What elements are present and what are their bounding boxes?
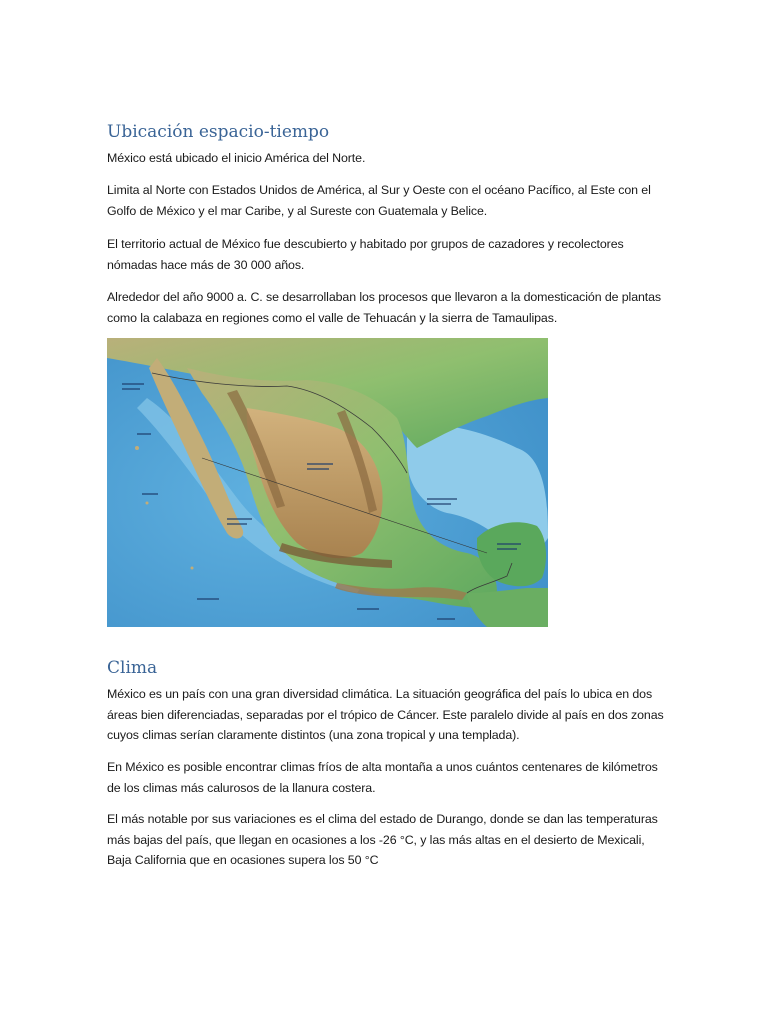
section-heading-clima: Clima bbox=[107, 658, 158, 678]
island bbox=[146, 502, 149, 505]
section-heading-ubicacion: Ubicación espacio-tiempo bbox=[107, 122, 330, 142]
paragraph: El más notable por sus variaciones es el clima del estado de Durango, donde se dan las temperaturas más bajas del país, que llegan en ocasiones a los -26 °C, y las más altas en el desierto de Mexicali, Baja California que en ocasiones supera los 50 °C bbox=[107, 812, 658, 867]
island bbox=[191, 567, 194, 570]
paragraph: Alrededor del año 9000 a. C. se desarrollaban los procesos que llevaron a la domesticación de plantas como la calabaza en regiones como el valle de Tehuacán y la sierra de Tamaulipas. bbox=[107, 290, 662, 325]
mexico-relief-map bbox=[107, 338, 548, 627]
paragraph: Limita al Norte con Estados Unidos de América, al Sur y Oeste con el océano Pacífico, al Este con el Golfo de México y el mar Caribe, y al Sureste con Guatemala y Belice. bbox=[107, 183, 651, 218]
paragraph: El territorio actual de México fue descubierto y habitado por grupos de cazadores y recolectores nómadas hace más de 30 000 años. bbox=[107, 237, 624, 272]
paragraph: México está ubicado el inicio América del Norte. bbox=[107, 151, 366, 165]
paragraph: México es un país con una gran diversidad climática. La situación geográfica del país lo ubica en dos áreas bien diferenciadas, separadas por el trópico de Cáncer. Este paralelo divide al país en dos zonas cuyos climas serían claramente distintos (una zona tropical y una templada). bbox=[107, 687, 664, 742]
island bbox=[135, 446, 139, 450]
paragraph: En México es posible encontrar climas fríos de alta montaña a unos cuántos centenares de kilómetros de los climas más calurosos de la llanura costera. bbox=[107, 760, 658, 795]
